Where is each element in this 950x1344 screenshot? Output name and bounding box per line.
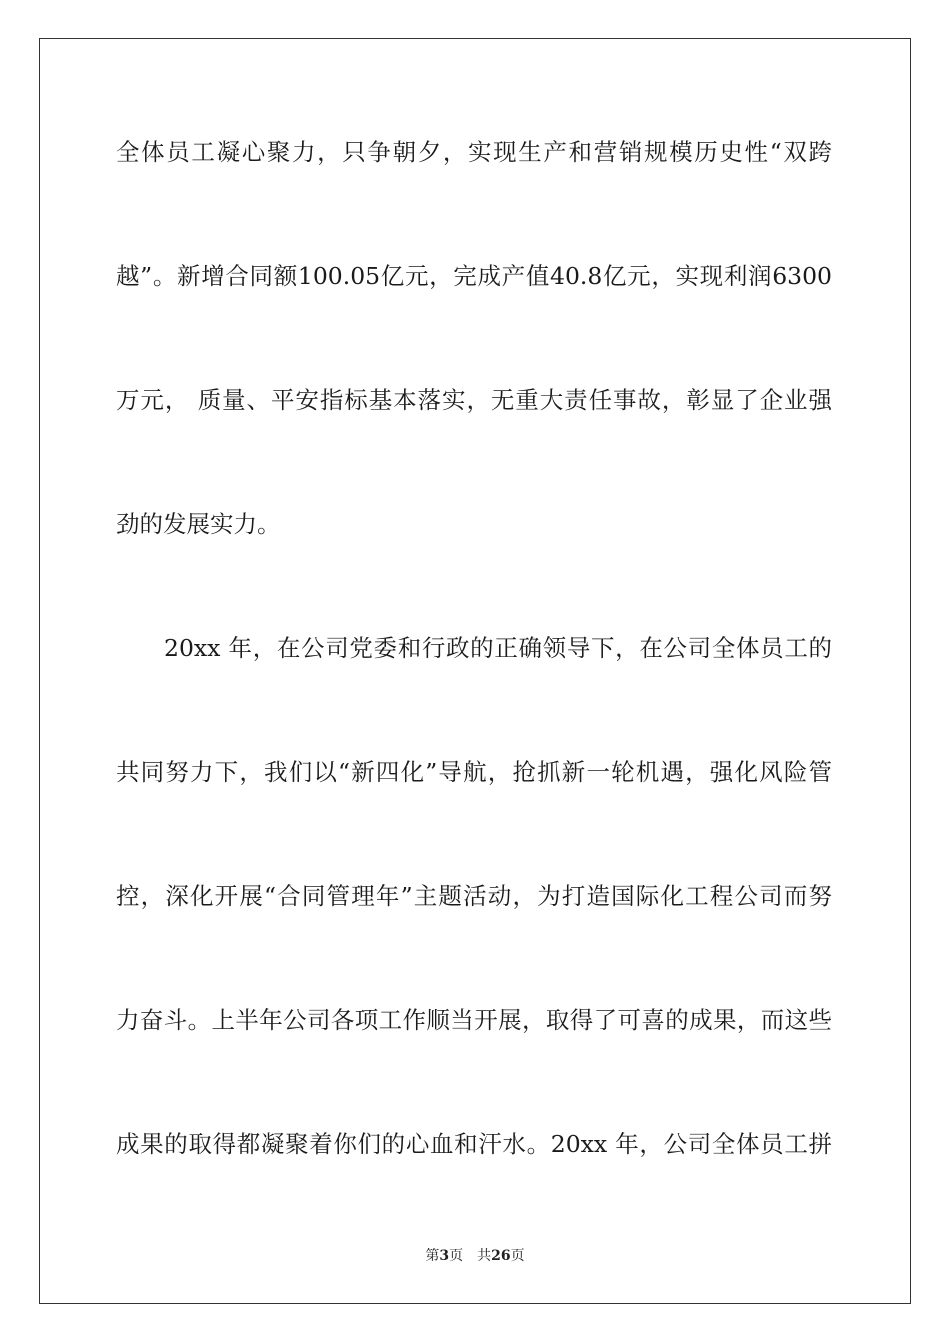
body-text-line-2: 越”。新增合同额100.05亿元，完成产值40.8亿元，实现利润6300: [116, 262, 832, 290]
body-text-line-6: 共同努力下，我们以“新四化”导航，抢抓新一轮机遇，强化风险管: [116, 758, 832, 786]
page-footer: [0, 1246, 950, 1266]
footer-page-suffix: 页: [449, 1248, 464, 1264]
body-text-line-1: 全体员工凝心聚力，只争朝夕，实现生产和营销规模历史性“双跨: [116, 138, 832, 166]
footer-total-suffix: 页: [510, 1248, 525, 1264]
body-text-line-3: 万元， 质量、平安指标基本落实，无重大责任事故，彰显了企业强: [116, 386, 832, 414]
body-text-line-8: 力奋斗。上半年公司各项工作顺当开展，取得了可喜的成果，而这些: [116, 1006, 832, 1034]
footer-total-pages: 26: [491, 1248, 511, 1264]
footer-page-number: 3: [439, 1248, 450, 1264]
body-text-line-4: 劲的发展实力。: [116, 510, 281, 538]
body-text-line-9: 成果的取得都凝聚着你们的心血和汗水。20xx 年，公司全体员工拼: [116, 1130, 832, 1158]
body-text-line-5: 20xx 年，在公司党委和行政的正确领导下，在公司全体员工的: [164, 634, 832, 662]
footer-page-prefix: 第: [425, 1248, 440, 1264]
page-border: [39, 38, 911, 1304]
body-text-line-7: 控，深化开展“合同管理年”主题活动，为打造国际化工程公司而努: [116, 882, 832, 910]
footer-total-prefix: 共: [477, 1248, 492, 1264]
